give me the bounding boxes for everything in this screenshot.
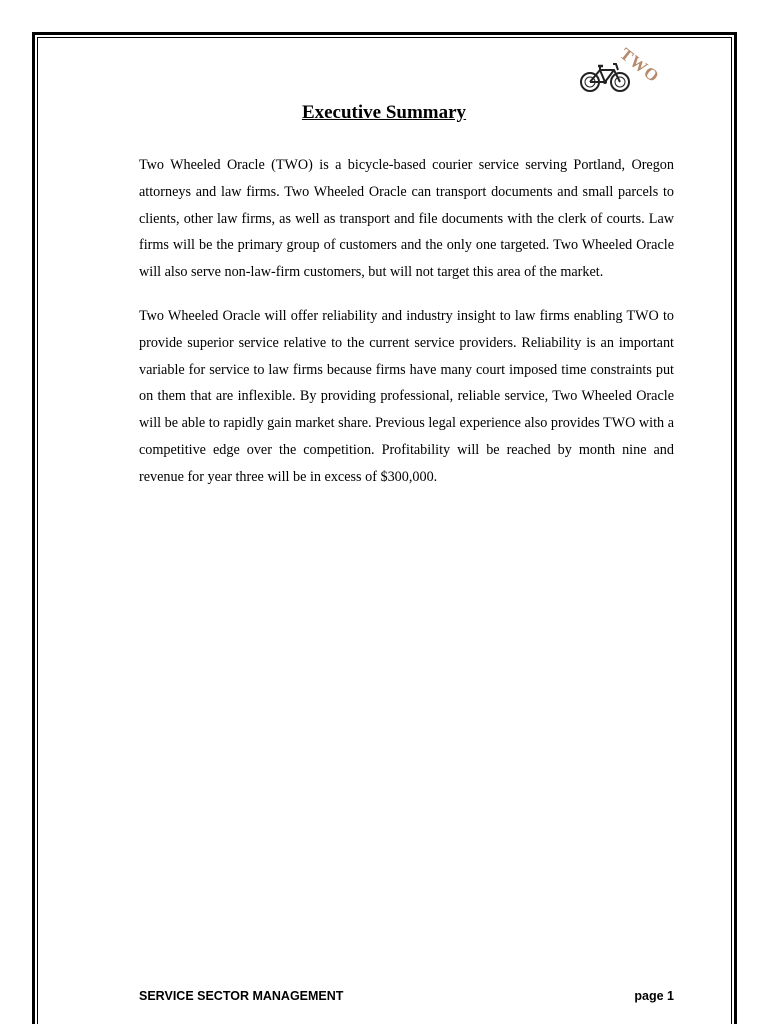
document-body (139, 152, 674, 508)
footer-title: SERVICE SECTOR MANAGEMENT (139, 989, 344, 1003)
two-logo (578, 44, 668, 96)
logo-text: TWO (616, 44, 664, 87)
paragraph: Two Wheeled Oracle (TWO) is a bicycle-based courier service serving Portland, Oregon attorneys and law firms. Two Wheeled Oracle can transport documents and small parcels to clients, other law firms, as well as transport and file documents with the clerk of courts. Law firms will be the primary group of customers and the only one targeted. Two Wheeled Oracle will also serve non-law-firm customers, but will not target this area of the market. (139, 157, 674, 281)
page-number: page 1 (634, 989, 674, 1003)
page-title: Executive Summary (301, 102, 467, 123)
paragraph: Two Wheeled Oracle will offer reliability and industry insight to law firms enabling TWO to provide superior service relative to the current service providers. Reliability is an important variable for service to law firms because firms have many court imposed time constraints put on them that are inflexible. By providing professional, reliable service, Two Wheeled Oracle will be able to rapidly gain market share. Previous legal experience also provides TWO with a competitive edge over the competition. Profitability will be reached by month nine and revenue for year three will be in excess of $300,000. (139, 307, 674, 485)
